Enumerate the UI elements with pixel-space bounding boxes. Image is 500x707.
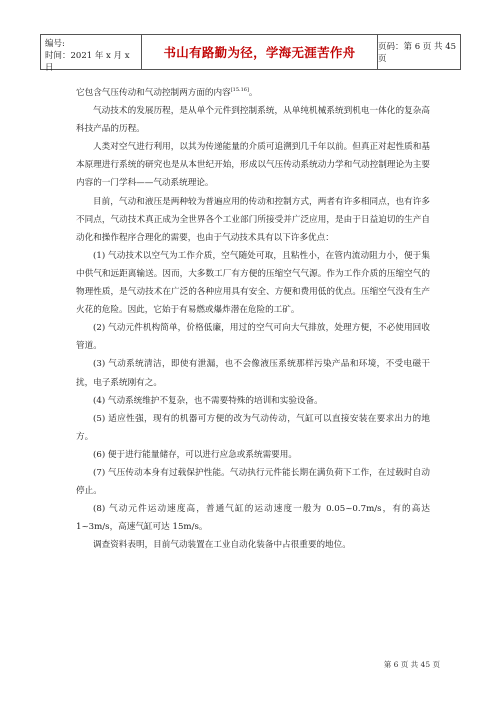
list-item: (7) 气压传动本身有过载保护性能。气动执行元件能长期在满负荷下工作，在过载时自动停止。 (76, 467, 430, 497)
list-item: (2) 气动元件机构简单，价格低廉，用过的空气可向大气排放，处理方便，不必使用回收管道。 (76, 323, 430, 352)
list-item: (3) 气动系统清洁，即使有泄漏，也不会像液压系统那样污染产品和环境，不受电磁干扰，电子系统刚有之。 (76, 359, 430, 388)
paragraph (76, 84, 430, 102)
paragraph-end: 。 (248, 88, 258, 98)
paragraph-text: 它包含气压传动和气动控制两方面的内容 (76, 88, 231, 98)
header-page-info: 页码：第 6 页 共 45 页 (378, 42, 457, 64)
page-header (40, 34, 461, 73)
citation: [15.16] (230, 87, 249, 94)
paragraph: 调查资料表明，目前气动装置在工业自动化装备中占很重要的地位。 (93, 540, 351, 551)
header-meta (41, 35, 142, 73)
number-label: 编号: (45, 39, 65, 49)
page-footer: 第 6 页 共 45 页 (383, 660, 440, 669)
time-label: 时间：2021 年 x 月 x 日 (45, 51, 130, 73)
list-item: (4) 气动系统维护不复杂，也不需要特殊的培训和实验设备。 (93, 395, 323, 406)
list-item: (5) 适应性强，现有的机器可方便的改为气动传动，气缸可以直接安装在要求出力的地方。 (76, 413, 430, 442)
list-item: (6) 便于进行能量储存，可以进行应急或系统需要用。 (93, 449, 297, 460)
list-item: (1) 气动技术以空气为工作介质，空气随处可取，且粘性小，在管内流动阻力小，便于集中供气和远距离输送。因而，大多数工厂有方便的压缩空气气源。作为工作介质的压缩空气的物理性质，是气动技术在广泛的各种应用具有安全、方便和费用低的优点。压缩空气没有生产火花的危险。因此，它始于有易燃或爆炸潜在危险的工矿。 (76, 250, 430, 316)
document-body (76, 84, 430, 554)
paragraph: 气动技术的发展历程，是从单个元件到控制系统，从单纯机械系统到机电一体化的复杂高科技产品的历程。 (76, 106, 430, 135)
header-motto: 书山有路勤为径，学海无涯苦作舟 (142, 35, 378, 69)
paragraph: 人类对空气进行利用，以其为传递能量的介质可追溯到几千年以前。但真正对起性质和基本原理进行系统的研究也是从本世纪开始，形成以气压传动系统动力学和气动控制理论为主要内容的一门学科——气动系统理论。 (76, 142, 430, 189)
paragraph: 目前，气动和液压是两种较为普遍应用的传动和控制方式，两者有许多相同点，也有许多不同点，气动技术真正成为全世界各个工业部门所接受并广泛应用，是由于日益迫切的生产自动化和操作程序合理化的需要，也由于气动技术具有以下许多优点： (76, 196, 430, 243)
list-item: (8) 气动元件运动速度高，普通气缸的运动速度一般为 0.05~0.7m/s，有的高达 1~3m/s，高速气缸可达 15m/s。 (76, 504, 430, 533)
